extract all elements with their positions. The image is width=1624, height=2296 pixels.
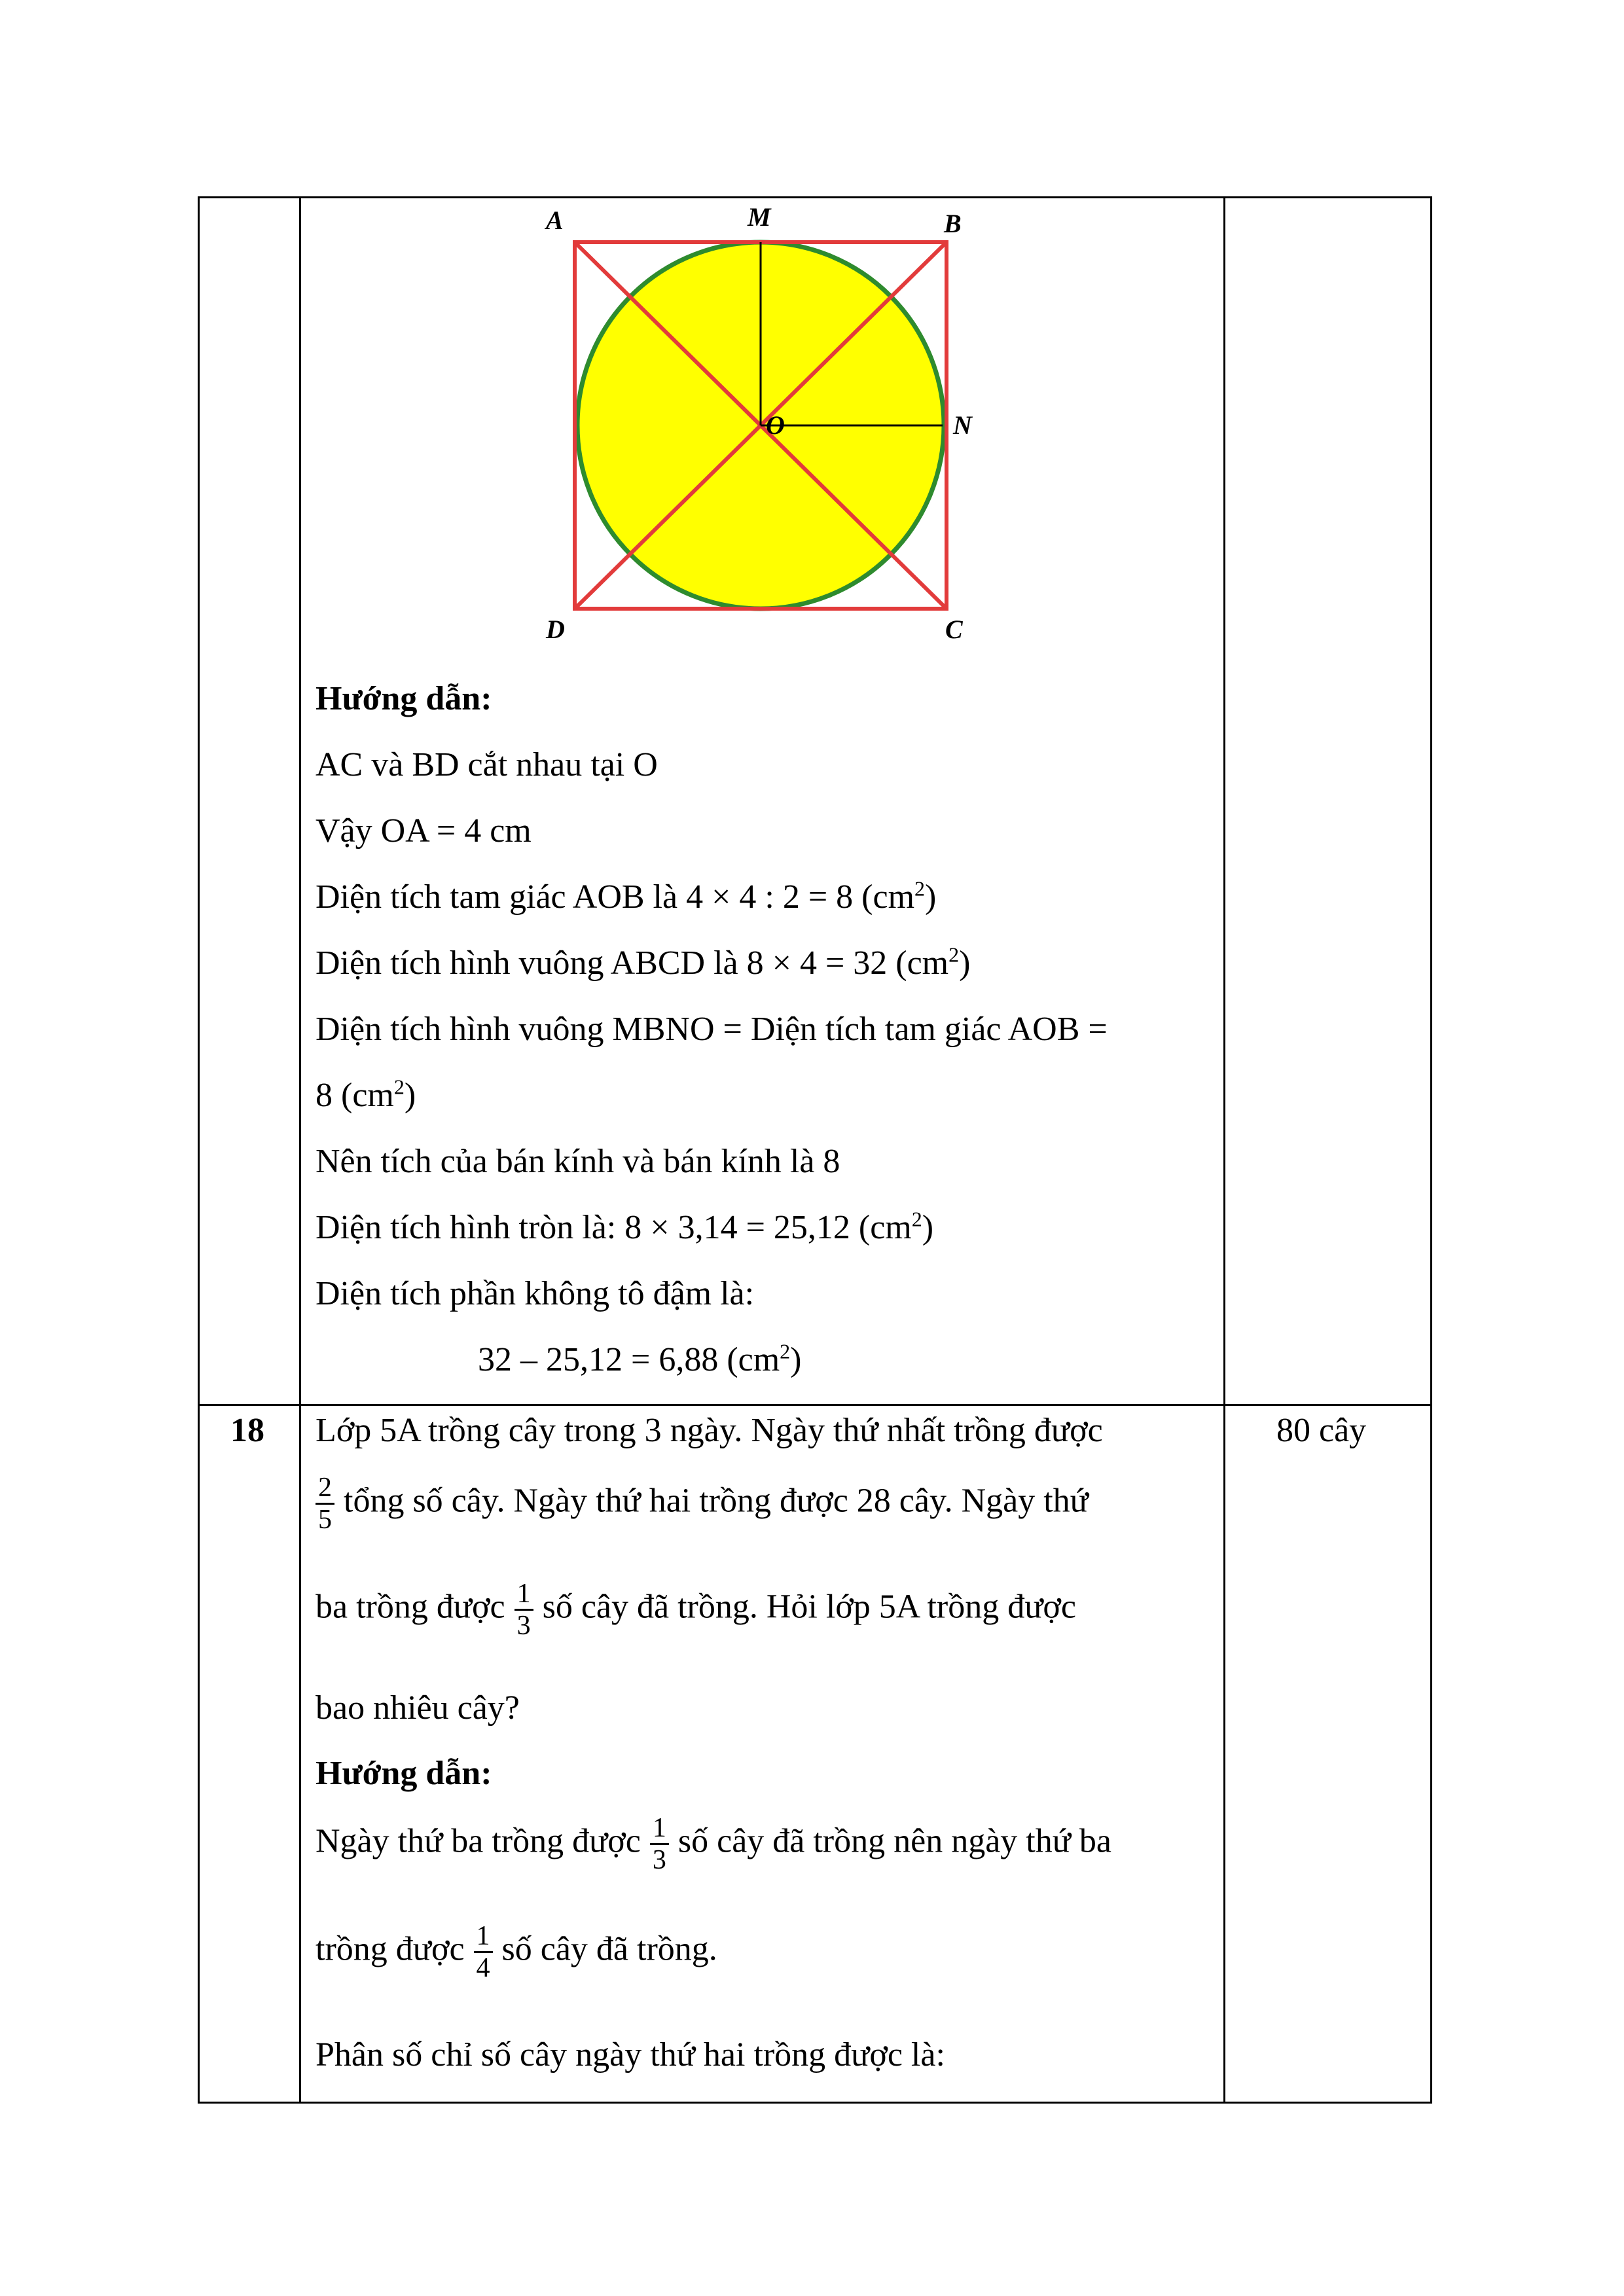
table-row-divider — [198, 1404, 1432, 1406]
geometry-figure — [524, 200, 995, 651]
label-d: D — [546, 615, 565, 644]
row18-guide-line-1: Ngày thứ ba trồng được $\frac{1}{3}$ số cây đã trồng nên ngày thứ ba — [316, 1813, 1111, 1875]
label-a: A — [546, 206, 564, 235]
row18-question-line-3: ba trồng được $\frac{1}{3}$ số cây đã trồng. Hỏi lớp 5A trồng được — [316, 1579, 1077, 1641]
row17-line-3: Diện tích tam giác AOB là 4 × 4 : 2 = 8 $(cm^2)$ — [316, 876, 937, 916]
fraction-1-3: $\frac{1}{3}$ — [514, 1579, 533, 1641]
label-c: C — [945, 615, 963, 644]
row18-guide-title: Hướng dẫn: — [316, 1755, 492, 1792]
row17-line-8: Diện tích hình tròn là: 8 × 3,14 = 25,12 $(cm^2)$ — [316, 1207, 934, 1246]
label-b: B — [944, 209, 962, 238]
fraction-2-5: $\frac{2}{5}$ — [316, 1473, 334, 1535]
row18-question-line-2: $\frac{2}{5}$ tổng số cây. Ngày thứ hai trồng được 28 cây. Ngày thứ — [316, 1473, 1089, 1535]
table-border-bottom — [198, 2102, 1432, 2104]
row17-line-4: Diện tích hình vuông ABCD là 8 × 4 = 32 $(cm^2)$ — [316, 942, 971, 982]
row18-number: 18 — [230, 1412, 264, 1449]
row17-line-1: AC và BD cắt nhau tại O — [316, 746, 658, 783]
label-m: M — [748, 202, 771, 232]
row18-question-line-4: bao nhiêu cây? — [316, 1689, 520, 1727]
row17-line-2: Vậy OA = 4 cm — [316, 812, 532, 850]
table-col-divider-2 — [1223, 196, 1225, 2104]
fraction-1-4: $\frac{1}{4}$ — [474, 1921, 493, 1983]
row17-line-5: Diện tích hình vuông MBNO = Diện tích tam giác AOB = — [316, 1011, 1108, 1048]
row17-line-7: Nên tích của bán kính và bán kính là 8 — [316, 1143, 840, 1180]
table-col-divider-1 — [299, 196, 301, 2104]
fraction-1-3-guide: $\frac{1}{3}$ — [650, 1813, 669, 1875]
table-border-left — [198, 196, 200, 2104]
row17-line-9: Diện tích phần không tô đậm là: — [316, 1275, 755, 1312]
label-n: N — [953, 410, 972, 440]
row18-question-line-1: Lớp 5A trồng cây trong 3 ngày. Ngày thứ nhất trồng được — [316, 1412, 1103, 1449]
label-o: O — [766, 410, 785, 440]
row18-guide-line-3: Phân số chỉ số cây ngày thứ hai trồng được là: — [316, 2036, 945, 2073]
row17-line-6: 8 $(cm^2)$ — [316, 1075, 416, 1114]
table-border-top — [198, 196, 1432, 198]
row18-answer: 80 cây — [1276, 1412, 1367, 1449]
table-border-right — [1430, 196, 1432, 2104]
row18-guide-line-2: trồng được $\frac{1}{4}$ số cây đã trồng. — [316, 1921, 717, 1983]
row17-line-10: 32 – 25,12 = 6,88 $(cm^2)$ — [478, 1339, 802, 1378]
row17-guide-title: Hướng dẫn: — [316, 680, 492, 717]
